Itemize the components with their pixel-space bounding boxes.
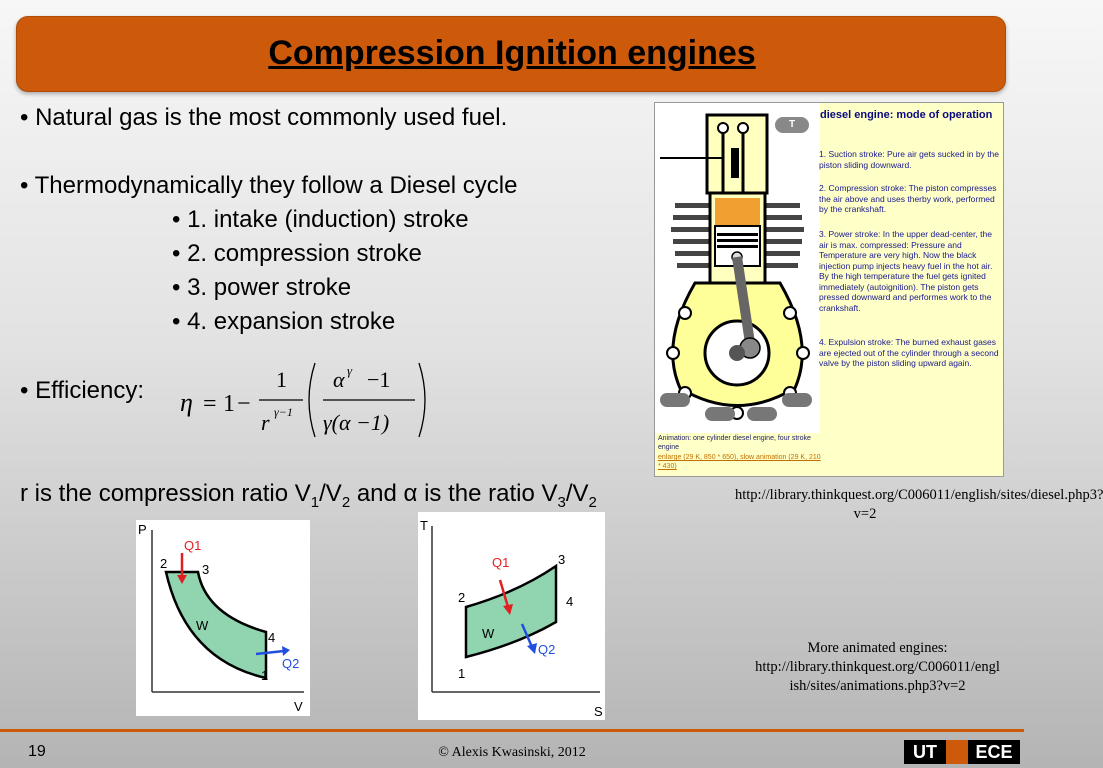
step-compression: 2. Compression stroke: The piston compresses the air above and uses therby work, performed by the crankshaft. (819, 183, 997, 214)
rewind-button[interactable] (660, 393, 690, 407)
formula-eta: η (180, 388, 193, 417)
pv-point-3: 3 (202, 562, 210, 577)
step-power: 3. Power stroke: In the upper dead-center, the air is max. compressed: Pressure and Temperature are very high. Now the black injection pump injects heavy fuel in the hot air. By the high temperature the fuel gets ignited immediately (autoignition). The piston gets pressed downward and performes work to the crankshaft. (819, 229, 993, 313)
source-url[interactable]: http://library.thinkquest.org/C006011/english/sites/diesel.php3?v=2 (735, 487, 1103, 522)
forward-button[interactable] (782, 393, 812, 407)
bullet-fuel: • Natural gas is the most commonly used fuel. (20, 104, 508, 131)
ts-point-3: 3 (558, 552, 566, 567)
pv-x-axis-label: V (294, 699, 303, 714)
formula-one: 1 (223, 391, 235, 417)
pv-y-axis-label: P (138, 522, 147, 537)
formula-minus: − (237, 391, 251, 417)
logo-ece: ECE (968, 740, 1020, 764)
ts-point-1: 1 (458, 666, 466, 681)
bullet-cycle: • Thermodynamically they follow a Diesel cycle (20, 172, 518, 199)
pv-heat-out-label: Q2 (282, 656, 300, 671)
pv-point-4: 4 (268, 630, 276, 645)
ratio-description: r is the compression ratio $V_1/V_2$ and α is the ratio $V_3/V_2$ (20, 480, 597, 511)
pv-work-label: W (196, 618, 209, 633)
more-engines-url[interactable]: http://library.thinkquest.org/C006011/english/sites/animations.php3?v=2 (755, 659, 1000, 694)
more-engines-label: More animated engines: (807, 640, 948, 656)
formula-num1: 1 (276, 367, 287, 392)
stroke-item: • 2. compression stroke (172, 240, 422, 267)
copyright: © Alexis Kwasinski, 2012 (438, 745, 586, 760)
formula-den2: γ(α −1) (323, 410, 390, 435)
pv-point-1: 1 (261, 668, 269, 683)
ts-point-4: 4 (566, 594, 574, 609)
step-expulsion: 4. Expulsion stroke: The burned exhaust gases are ejected out of the cylinder through a second valve by the piston sliding upward again. (819, 337, 999, 368)
formula-alpha: α (333, 367, 345, 392)
pv-diagram (136, 520, 310, 716)
stroke-item: • 3. power stroke (172, 274, 352, 301)
slide-title: Compression Ignition engines (268, 34, 756, 72)
footer-divider (0, 729, 1024, 732)
stroke-item: • 4. expansion stroke (172, 308, 396, 335)
ts-diagram (418, 512, 605, 720)
page-number: 19 (28, 743, 46, 760)
ts-x-axis-label: S (594, 704, 603, 719)
animation-links[interactable]: enlarge (29 K, 850 * 650), slow animation (29 K, 210 * 430) (658, 454, 821, 470)
left-paren (309, 363, 315, 437)
pv-point-2: 2 (160, 556, 168, 571)
play-button[interactable] (705, 407, 735, 421)
animation-caption: Animation: one cylinder diesel engine, four stroke engine (658, 435, 811, 451)
formula-equals: = (203, 391, 217, 417)
top-view-button[interactable]: T (775, 117, 809, 133)
logo-ut: UT (904, 740, 946, 764)
pv-heat-in-label: Q1 (184, 538, 202, 553)
bullet-efficiency: • Efficiency: (20, 377, 145, 404)
ts-point-2: 2 (458, 590, 466, 605)
more-engines (755, 639, 1000, 696)
step-suction: 1. Suction stroke: Pure air gets sucked in by the piston sliding downward. (819, 149, 1000, 170)
right-paren (419, 363, 425, 437)
ts-heat-out-label: Q2 (538, 642, 556, 657)
animation-title: diesel engine: mode of operation (820, 109, 993, 121)
logo-longhorn (946, 740, 968, 764)
formula-r: r (261, 410, 270, 435)
formula-r-exp: γ−1 (274, 405, 293, 419)
ts-work-label: W (482, 626, 495, 641)
ts-heat-in-label: Q1 (492, 555, 510, 570)
stroke-item: • 1. intake (induction) stroke (172, 206, 469, 233)
engine-illustration (655, 103, 820, 433)
efficiency-formula (175, 355, 435, 445)
formula-alpha-exp: γ (347, 363, 353, 378)
formula-minus-one: −1 (367, 367, 391, 392)
ut-ece-logo (904, 740, 1020, 764)
diesel-animation-panel (654, 102, 1004, 477)
pause-button[interactable] (747, 407, 777, 421)
ts-y-axis-label: T (420, 518, 428, 533)
